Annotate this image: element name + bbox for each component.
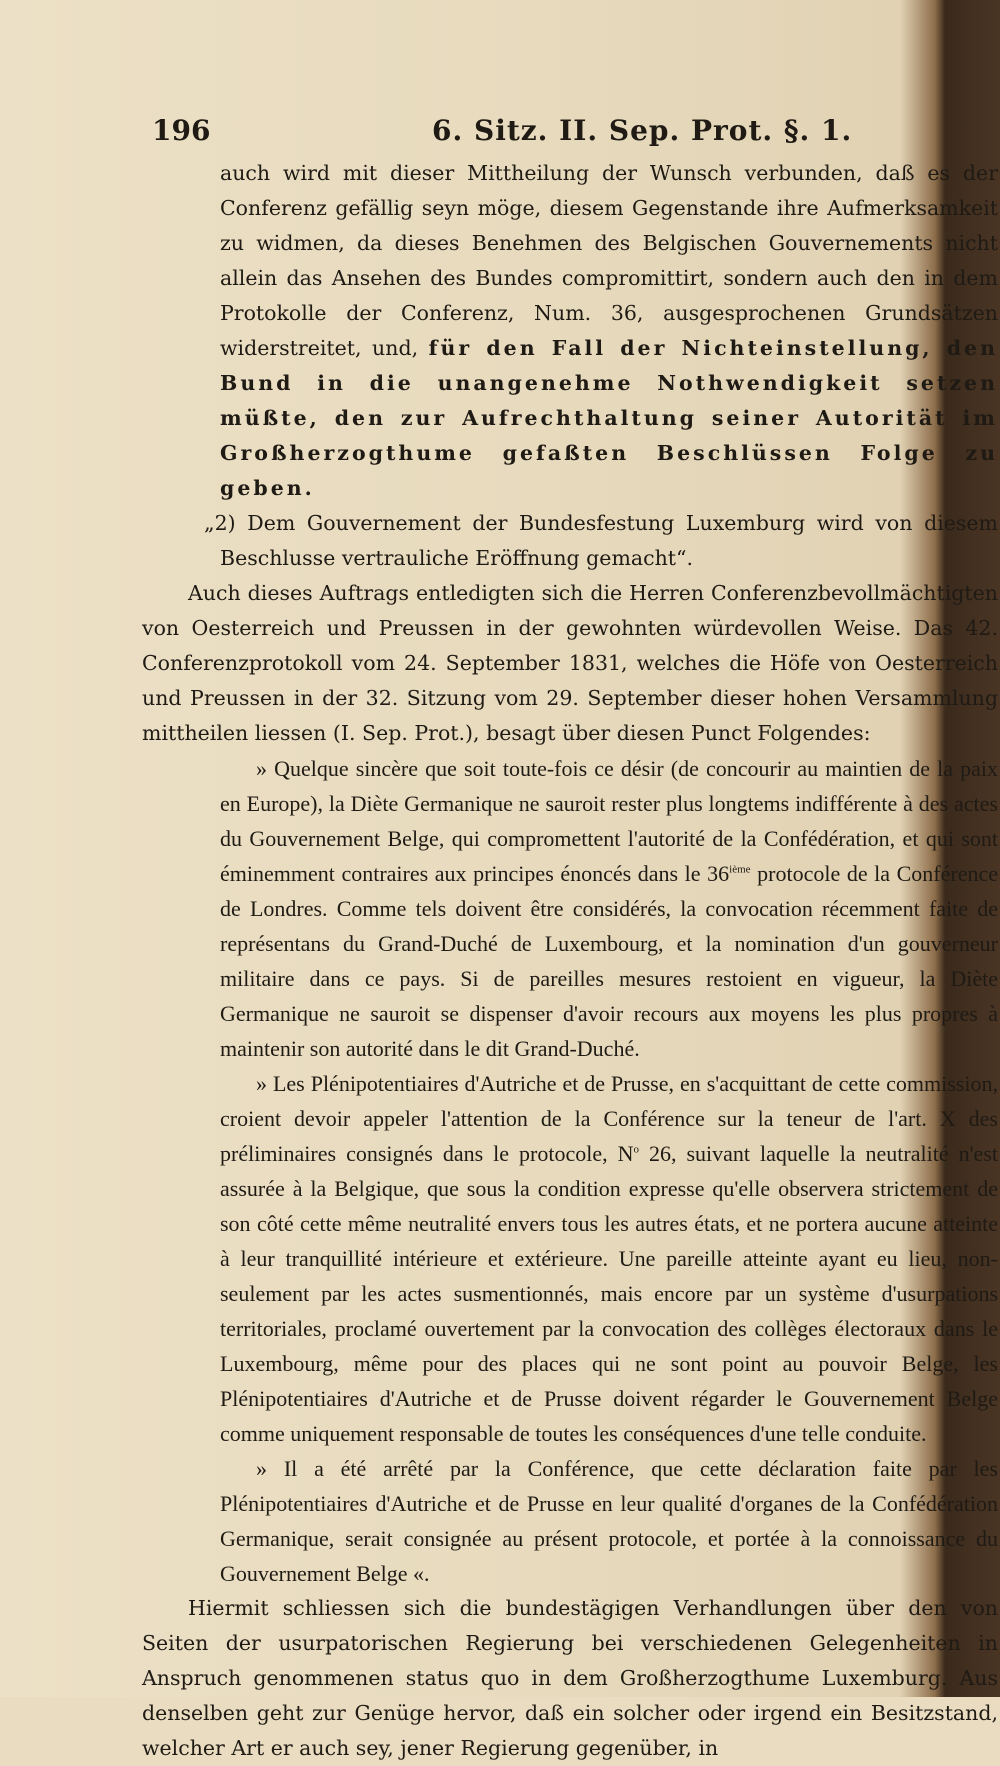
continuation-text: auch wird mit dieser Mittheilung der Wunsch verbunden, daß es der Conferenz gefällig seyn möge, diesem Gegenstande ihre Aufmerksamkeit zu widmen, da dieses Benehmen des Belgischen Gouvernements nicht allein das Ansehen des Bundes compromittirt, sondern auch den in dem Protokolle der Conferenz, Num. 36, ausgesprochenen Grundsätzen widerstreitet, und, bbox=[220, 161, 998, 360]
quote-2-rest: 26, suivant laquelle la neutralité n'est assurée à la Belgique, que sous la condition expresse qu'elle observera strictement de son côté cette même neutralité envers tous les autres états, et ne portera aucune atteinte à leur tranquillité intérieure et extérieure. Une pareille atteinte ayant eu lieu, non-seulement par les actes susmentionnés, mais encore par un système d'usurpations territoriales, proclamé ouvertement par la convocation des collèges électoraux dans le Luxembourg, même pour des places qui ne sont point au pouvoir Belge, les Plénipotentiaires d'Autriche et de Prusse doivent régarder le Gouvernement Belge comme uniquement responsable de toutes les conséquences d'une telle conduite. bbox=[220, 1141, 998, 1446]
ordinal-superscript: ième bbox=[729, 863, 751, 876]
page-body bbox=[142, 156, 998, 1766]
french-quotation bbox=[142, 751, 998, 1591]
numbered-item-2: „2) Dem Gouvernement der Bundesfestung Luxemburg wird von diesem Beschlusse vertrauliche Eröffnung gemacht“. bbox=[204, 511, 998, 570]
page-content bbox=[142, 114, 998, 1766]
paragraph-continuation bbox=[142, 156, 998, 506]
numero-superscript: o bbox=[633, 1143, 639, 1156]
running-head: 6. Sitz. II. Sep. Prot. §. 1. bbox=[432, 114, 853, 147]
paragraph-commission: Auch dieses Auftrags entledigten sich die Herren Conferenzbevollmächtigten von Oesterreich und Preussen in der gewohnten würdevollen Weise. Das 42. Conferenzprotokoll vom 24. September 1831, welches die Höfe von Oesterreich und Preussen in der 32. Sitzung vom 29. September dieser hohen Versammlung mittheilen liessen (I. Sep. Prot.), besagt über diesen Punct Folgendes: bbox=[142, 581, 998, 745]
page-header bbox=[142, 114, 998, 156]
quote-paragraph-1 bbox=[220, 751, 998, 1066]
quote-1-rest: protocole de la Conférence de Londres. Comme tels doivent être considérés, la convocation récemment faite de représentans du Grand-Duché de Luxembourg, et la nomination d'un gouverneur militaire dans ce pays. Si de pareilles mesures restoient en vigueur, la Diète Germanique ne sauroit se dispenser d'avoir recours aux moyens les plus propres à maintenir son autorité dans le dit Grand-Duché. bbox=[220, 861, 999, 1061]
paragraph-conclusion: Hiermit schliessen sich die bundestägigen Verhandlungen über den von Seiten der usurpatorischen Regierung bei verschiedenen Gelegenheiten in Anspruch genommenen status quo in dem Großherzogthume Luxemburg. Aus denselben geht zur Genüge hervor, daß ein solcher oder irgend ein Besitzstand, welcher Art er auch sey, jener Regierung gegenüber, in bbox=[142, 1596, 998, 1760]
protocol-number: 36 bbox=[707, 861, 730, 886]
quote-paragraph-2 bbox=[220, 1066, 998, 1451]
quote-1-text: » Quelque sincère que soit toute-fois ce désir (de concourir au maintien de la paix en Europe), la Diète Germanique ne sauroit rester plus longtems indifférente à des actes du Gouvernement Belge, qui compromettent l'autorité de la Confédération, et qui sont éminemment contraires aux principes énoncés dans le bbox=[220, 756, 998, 886]
quote-2-text: » Les Plénipotentiaires d'Autriche et de Prusse, en s'acquittant de cette commission, croient devoir appeler l'attention de la Conférence sur la teneur de l'art. X des préliminaires consignés dans le protocole, N bbox=[220, 1071, 998, 1166]
page-number: 196 bbox=[152, 114, 211, 147]
quote-paragraph-3: » Il a été arrêté par la Conférence, que cette déclaration faite par les Plénipotentiaires d'Autriche et de Prusse en leur qualité d'organes de la Confédération Germanique, serait consignée au présent protocole, et portée à la connoissance du Gouvernement Belge «. bbox=[220, 1456, 998, 1586]
spaced-emphasis-text: für den Fall der Nichteinstellung, den Bund in die unangenehme Nothwendigkeit setzen müßte, den zur Aufrechthaltung seiner Autorität im Großherzogthume gefaßten Beschlüssen Folge zu geben. bbox=[220, 336, 998, 500]
